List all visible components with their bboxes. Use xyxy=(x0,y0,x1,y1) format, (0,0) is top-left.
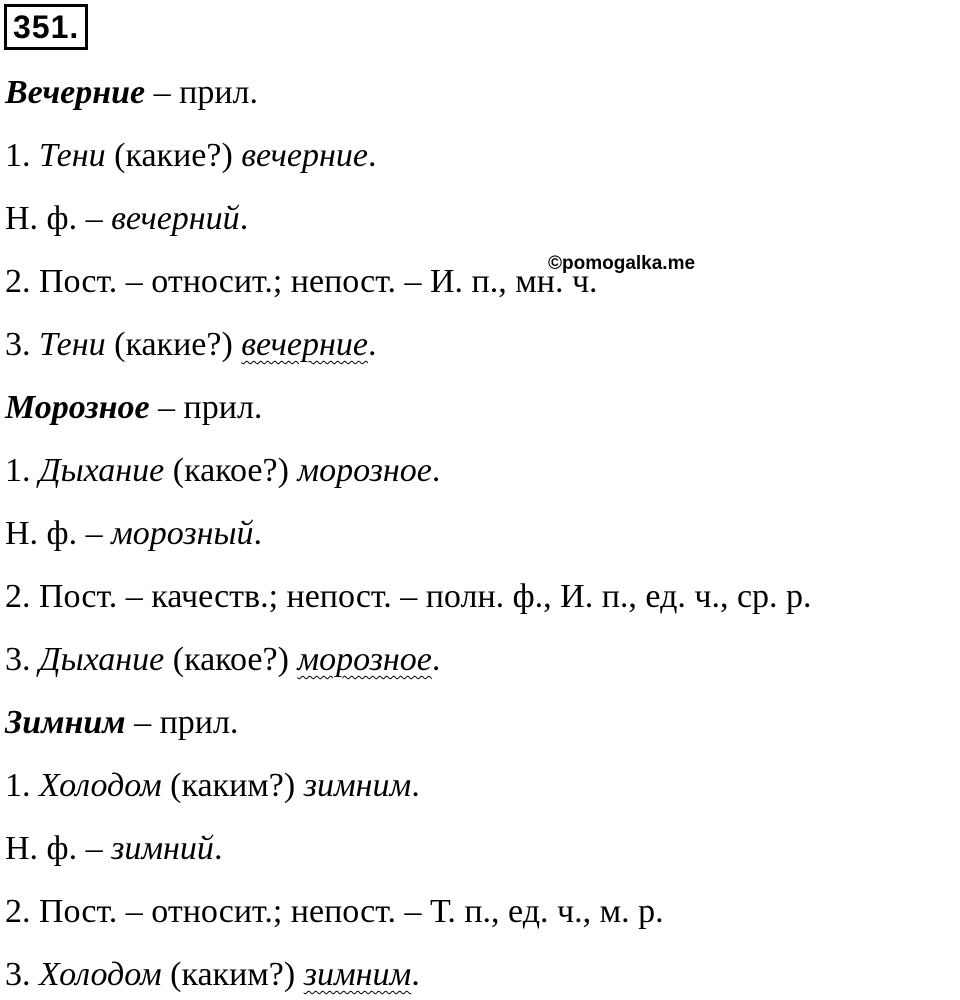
initial-form: вечерний xyxy=(111,200,240,237)
adjective: зимним xyxy=(303,767,412,804)
analysis-line-1: 1. Холодом (каким?) зимним. xyxy=(5,767,420,804)
initial-form: морозный xyxy=(111,515,254,552)
analysis-line-3: 3. Дыхание (какое?) морозное. xyxy=(5,641,441,678)
noun: Холодом xyxy=(39,767,162,804)
noun: Дыхание xyxy=(39,452,165,489)
analysis-line-1: 1. Дыхание (какое?) морозное. xyxy=(5,452,441,489)
initial-form-line: Н. ф. – зимний. xyxy=(5,830,223,867)
initial-form-line: Н. ф. – морозный. xyxy=(5,515,263,552)
initial-form-line: Н. ф. – вечерний. xyxy=(5,200,249,237)
adjective: вечерние xyxy=(241,137,368,174)
task-number: 351. xyxy=(4,4,88,50)
noun: Тени xyxy=(39,326,106,363)
analysis-line-3: 3. Холодом (каким?) зимним. xyxy=(5,956,420,993)
adjective-underlined: морозное xyxy=(297,641,432,678)
question: (какие?) xyxy=(105,137,242,174)
adjective: морозное xyxy=(297,452,432,489)
noun: Дыхание xyxy=(39,641,165,678)
initial-form: зимний xyxy=(111,830,214,867)
word-title: Вечерние xyxy=(5,74,146,111)
question: (какое?) xyxy=(164,641,298,678)
question: (каким?) xyxy=(161,767,304,804)
word-heading xyxy=(5,703,238,743)
analysis-line-2: 2. Пост. – относит.; непост. – Т. п., ед. ч., м. р. xyxy=(5,893,664,930)
word-heading xyxy=(5,388,262,428)
word-title: Зимним xyxy=(5,704,126,741)
analysis-line-2: 2. Пост. – относит.; непост. – И. п., мн. ч. xyxy=(5,263,598,300)
noun: Тени xyxy=(39,137,106,174)
question: (какое?) xyxy=(164,452,298,489)
question: (какие?) xyxy=(105,326,242,363)
adjective-underlined: зимним xyxy=(303,956,412,993)
noun: Холодом xyxy=(39,956,162,993)
part-of-speech: – прил. xyxy=(125,704,239,741)
watermark: ©pomogalka.me xyxy=(548,253,696,274)
analysis-line-1: 1. Тени (какие?) вечерние. xyxy=(5,137,377,174)
adjective-underlined: вечерние xyxy=(241,326,368,363)
word-title: Морозное xyxy=(5,389,150,426)
word-heading xyxy=(5,73,258,113)
analysis-line-2: 2. Пост. – качеств.; непост. – полн. ф., И. п., ед. ч., ср. р. xyxy=(5,578,812,615)
part-of-speech: – прил. xyxy=(145,74,258,111)
question: (каким?) xyxy=(161,956,304,993)
analysis-line-3: 3. Тени (какие?) вечерние. xyxy=(5,326,377,363)
part-of-speech: – прил. xyxy=(149,389,263,426)
